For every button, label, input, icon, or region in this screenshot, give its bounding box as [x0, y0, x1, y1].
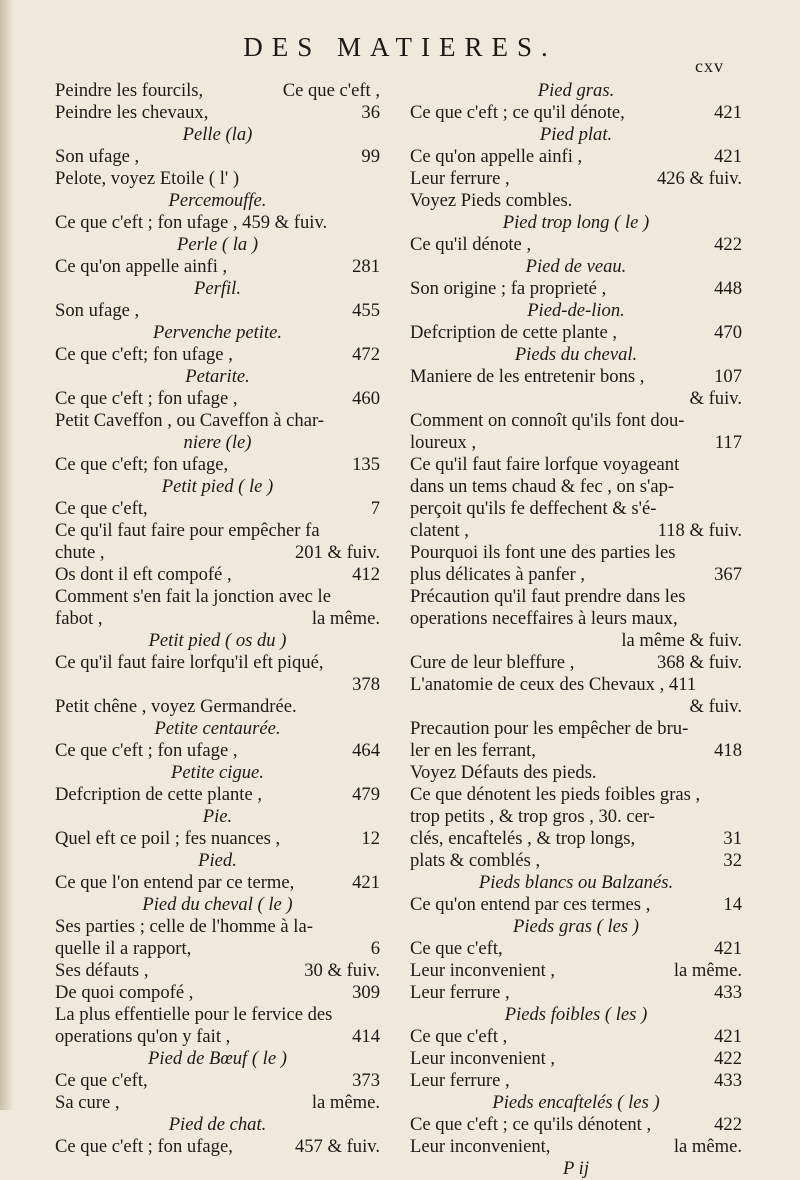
index-entry-line	[410, 278, 742, 300]
index-entry-line	[410, 1070, 742, 1092]
index-page-ref: la même.	[311, 608, 380, 629]
index-entry-text: Cure de leur bleffure ,	[410, 652, 575, 673]
index-entry-text: Ce qu'il dénote ,	[410, 234, 532, 255]
index-page-ref: 14	[723, 894, 742, 915]
index-heading: Pieds gras ( les )	[512, 916, 639, 937]
index-entry-line	[55, 432, 380, 454]
index-entry-text: Maniere de les entretenir bons ,	[410, 366, 645, 387]
index-entry-line	[410, 344, 742, 366]
index-entry-line	[55, 366, 380, 388]
index-heading: Pervenche petite.	[152, 322, 283, 343]
index-page-ref: 6	[370, 938, 380, 959]
index-entry-line	[55, 234, 380, 256]
index-entry-line	[55, 608, 380, 630]
index-entry-text: Ce qu'on entend par ces termes ,	[410, 894, 651, 915]
index-entry-text: Precaution pour les empêcher de bru-	[410, 718, 689, 739]
index-heading: Petit pied ( os du )	[148, 630, 287, 651]
index-entry-line	[410, 124, 742, 146]
index-entry-text: Ce que c'eft ; ce qu'ils dénotent ,	[410, 1114, 652, 1135]
index-entry-text: Ce que c'eft; fon ufage,	[55, 454, 229, 475]
index-heading: Pied de chat.	[168, 1114, 267, 1135]
index-entry-line	[410, 740, 742, 762]
index-heading: Perle ( la )	[176, 234, 259, 255]
index-entry-line	[410, 410, 742, 432]
index-entry-line	[55, 850, 380, 872]
index-entry-line	[410, 234, 742, 256]
index-heading: Pieds blancs ou Balzanés.	[478, 872, 674, 893]
index-entry-text: L'anatomie de ceux des Chevaux , 411	[410, 674, 697, 695]
index-page-ref: 460	[352, 388, 380, 409]
index-entry-text: operations qu'on y fait ,	[55, 1026, 231, 1047]
index-entry-text: Leur ferrure ,	[410, 982, 510, 1003]
index-entry-line	[55, 1136, 380, 1158]
index-entry-line	[410, 608, 742, 630]
index-entry-line	[55, 652, 380, 674]
index-entry-line	[55, 762, 380, 784]
index-entry-line	[55, 718, 380, 740]
index-entry-line	[410, 762, 742, 784]
index-entry-text: De quoi compofé ,	[55, 982, 194, 1003]
index-entry-text: loureux ,	[410, 432, 477, 453]
index-entry-text: plus délicates à panfer ,	[410, 564, 586, 585]
index-page-ref: 457 & fuiv.	[294, 1136, 380, 1157]
index-entry-line	[410, 322, 742, 344]
index-page-ref: 414	[352, 1026, 380, 1047]
index-entry-text: Son ufage ,	[55, 300, 140, 321]
index-entry-line	[55, 278, 380, 300]
index-entry-trail: Ce que c'eft ,	[282, 80, 380, 101]
index-page-ref: & fuiv.	[689, 388, 742, 409]
index-page-ref: 368 & fuiv.	[656, 652, 742, 673]
binding-shadow	[0, 0, 14, 1110]
index-page-ref: 422	[714, 1114, 742, 1135]
index-entry-line	[55, 80, 380, 102]
index-entry-line	[55, 542, 380, 564]
index-page-ref: 373	[352, 1070, 380, 1091]
index-entry-line	[410, 300, 742, 322]
index-entry-line	[410, 388, 742, 410]
index-heading: Pied de veau.	[525, 256, 627, 277]
index-entry-text: Petit Caveffon , ou Caveffon à char-	[55, 410, 324, 431]
index-entry-line	[410, 586, 742, 608]
index-page-ref: 309	[352, 982, 380, 1003]
index-entry-text: Précaution qu'il faut prendre dans les	[410, 586, 686, 607]
index-entry-line	[410, 476, 742, 498]
index-entry-text: ler en les ferrant,	[410, 740, 536, 761]
index-entry-line	[55, 344, 380, 366]
index-page-ref: 117	[714, 432, 742, 453]
index-entry-line	[410, 630, 742, 652]
index-entry-text: Leur inconvenient,	[410, 1136, 551, 1157]
index-page-ref: 421	[714, 1026, 742, 1047]
index-entry-line	[410, 1092, 742, 1114]
index-heading: Pied de Bœuf ( le )	[148, 1048, 287, 1069]
index-entry-line	[55, 520, 380, 542]
index-column-left	[55, 80, 380, 1158]
index-page-ref: 412	[352, 564, 380, 585]
index-entry-text: Ce qu'il faut faire lorfqu'il eft piqué,	[55, 652, 324, 673]
index-entry-line	[55, 1004, 380, 1026]
index-entry-line	[55, 960, 380, 982]
index-entry-line	[55, 740, 380, 762]
index-entry-text: Defcription de cette plante ,	[410, 322, 618, 343]
index-heading: Pieds encaftelés ( les )	[492, 1092, 660, 1113]
index-entry-line	[55, 454, 380, 476]
index-page-ref: 433	[714, 982, 742, 1003]
index-heading: Pie.	[202, 806, 233, 827]
index-heading: Perfil.	[194, 278, 241, 299]
index-entry-text: Peindre les fourcils,	[55, 80, 204, 101]
index-entry-line	[55, 168, 380, 190]
index-heading: Petit pied ( le )	[161, 476, 274, 497]
index-entry-line	[55, 674, 380, 696]
index-entry-text: Ce que c'eft ; fon ufage , 459 & fuiv.	[55, 212, 328, 233]
index-entry-text: clés, encaftelés , & trop longs,	[410, 828, 636, 849]
index-entry-text: Ce que l'on entend par ce terme,	[55, 872, 295, 893]
index-page-ref: 455	[352, 300, 380, 321]
index-entry-line	[410, 938, 742, 960]
index-entry-line	[55, 564, 380, 586]
index-entry-text: La plus effentielle pour le fervice des	[55, 1004, 333, 1025]
index-entry-text: Ce qu'il faut faire pour empêcher fa	[55, 520, 320, 541]
index-entry-text: Ce que c'eft ; fon ufage ,	[55, 388, 238, 409]
index-entry-line	[410, 1048, 742, 1070]
index-entry-text: Pourquoi ils font une des parties les	[410, 542, 676, 563]
index-entry-text: operations neceffaires à leurs maux,	[410, 608, 678, 629]
index-entry-line	[410, 784, 742, 806]
index-entry-line	[55, 872, 380, 894]
index-entry-line	[55, 894, 380, 916]
index-entry-line	[55, 1092, 380, 1114]
index-page-ref: 32	[723, 850, 742, 871]
index-entry-line	[410, 1158, 742, 1180]
index-entry-line	[410, 652, 742, 674]
index-entry-line	[410, 366, 742, 388]
index-page-ref: 7	[370, 498, 380, 519]
index-entry-line	[55, 322, 380, 344]
index-entry-line	[410, 916, 742, 938]
index-entry-line	[410, 1136, 742, 1158]
index-entry-text: fabot ,	[55, 608, 103, 629]
index-entry-text: Leur ferrure ,	[410, 1070, 510, 1091]
index-page-ref: 12	[361, 828, 380, 849]
index-page-ref: 421	[714, 102, 742, 123]
index-entry-text: Ce que c'eft ; fon ufage,	[55, 1136, 233, 1157]
index-entry-text: Ce que c'eft ; fon ufage ,	[55, 740, 238, 761]
index-entry-text: Quel eft ce poil ; fes nuances ,	[55, 828, 281, 849]
index-entry-text: Ce que c'eft ; ce qu'il dénote,	[410, 102, 625, 123]
index-entry-text: Peindre les chevaux,	[55, 102, 209, 123]
index-entry-text: Leur inconvenient ,	[410, 1048, 556, 1069]
index-entry-line	[410, 168, 742, 190]
index-page-ref: 422	[714, 1048, 742, 1069]
index-entry-text: chute ,	[55, 542, 105, 563]
index-entry-line	[410, 718, 742, 740]
index-entry-line	[55, 190, 380, 212]
index-heading: P ij	[562, 1158, 589, 1179]
index-page-ref: 422	[714, 234, 742, 255]
index-entry-line	[55, 696, 380, 718]
index-page-ref: 36	[361, 102, 380, 123]
index-entry-text: Comment s'en fait la jonction avec le	[55, 586, 331, 607]
index-page-ref: 421	[352, 872, 380, 893]
index-entry-line	[410, 674, 742, 696]
index-page-ref: 30 & fuiv.	[304, 960, 380, 981]
page-folio: cxv	[695, 56, 724, 76]
index-entry-line	[410, 960, 742, 982]
index-entry-line	[55, 630, 380, 652]
index-entry-line	[55, 300, 380, 322]
index-entry-line	[55, 586, 380, 608]
index-entry-line	[55, 1114, 380, 1136]
index-entry-line	[410, 872, 742, 894]
index-page-ref: 426 & fuiv.	[656, 168, 742, 189]
index-entry-text: Son ufage ,	[55, 146, 140, 167]
index-entry-text: Ce que c'eft; fon ufage ,	[55, 344, 233, 365]
index-entry-line	[55, 388, 380, 410]
index-heading: Pieds du cheval.	[514, 344, 638, 365]
index-entry-text: Ses parties ; celle de l'homme à la-	[55, 916, 313, 937]
index-page-ref: 107	[714, 366, 742, 387]
index-page-ref: 418	[714, 740, 742, 761]
index-entry-line	[55, 916, 380, 938]
index-entry-line	[55, 828, 380, 850]
index-page-ref: 99	[361, 146, 380, 167]
index-entry-line	[55, 256, 380, 278]
index-page-ref: 464	[352, 740, 380, 761]
index-entry-line	[410, 520, 742, 542]
index-heading: Pied plat.	[539, 124, 613, 145]
index-entry-line	[55, 1048, 380, 1070]
index-heading: Pied trop long ( le )	[502, 212, 650, 233]
index-entry-text: Leur inconvenient ,	[410, 960, 556, 981]
index-entry-line	[55, 784, 380, 806]
index-entry-line	[410, 982, 742, 1004]
index-page-ref: 118 & fuiv.	[657, 520, 742, 541]
index-entry-text: Ses défauts ,	[55, 960, 149, 981]
index-entry-line	[410, 146, 742, 168]
index-entry-text: Sa cure ,	[55, 1092, 120, 1113]
index-page-ref: 479	[352, 784, 380, 805]
index-entry-line	[55, 102, 380, 124]
index-page-ref: 31	[723, 828, 742, 849]
index-entry-text: quelle il a rapport,	[55, 938, 192, 959]
index-entry-line	[410, 190, 742, 212]
index-page-ref: la même & fuiv.	[621, 630, 742, 651]
index-entry-line	[410, 828, 742, 850]
index-entry-line	[55, 476, 380, 498]
index-entry-text: clatent ,	[410, 520, 469, 541]
index-heading: Percemouffe.	[168, 190, 267, 211]
index-entry-text: Pelote, voyez Etoile ( l' )	[55, 168, 240, 189]
index-page-ref: 421	[714, 146, 742, 167]
index-entry-line	[55, 806, 380, 828]
index-entry-line	[55, 1026, 380, 1048]
index-heading: Pied-de-lion.	[527, 300, 625, 321]
index-entry-text: Ce que c'eft,	[55, 1070, 148, 1091]
index-entry-text: Ce que dénotent les pieds foibles gras ,	[410, 784, 701, 805]
index-entry-text: Defcription de cette plante ,	[55, 784, 263, 805]
index-entry-line	[410, 850, 742, 872]
index-page-ref: & fuiv.	[689, 696, 742, 717]
index-page-ref: 421	[714, 938, 742, 959]
index-entry-text: Voyez Défauts des pieds.	[410, 762, 597, 783]
index-page-ref: la même.	[673, 1136, 742, 1157]
index-entry-line	[410, 212, 742, 234]
page-header	[0, 10, 800, 76]
index-entry-line	[55, 124, 380, 146]
index-entry-line	[410, 1026, 742, 1048]
index-entry-line	[55, 1070, 380, 1092]
index-heading: niere (le)	[183, 432, 252, 453]
index-entry-text: Ce qu'il faut faire lorfque voyageant	[410, 454, 680, 475]
index-page-ref: 281	[352, 256, 380, 277]
index-page-ref: 470	[714, 322, 742, 343]
index-entry-line	[55, 410, 380, 432]
index-entry-line	[55, 212, 380, 234]
index-entry-line	[55, 146, 380, 168]
index-entry-text: Ce que c'eft ,	[410, 1026, 508, 1047]
index-entry-line	[410, 1114, 742, 1136]
index-heading: Pelle (la)	[182, 124, 253, 145]
index-entry-line	[55, 498, 380, 520]
index-page-ref: 472	[352, 344, 380, 365]
index-heading: Petarite.	[185, 366, 250, 387]
index-page-ref: 448	[714, 278, 742, 299]
index-entry-line	[410, 806, 742, 828]
index-entry-line	[410, 102, 742, 124]
index-entry-text: Ce que c'eft,	[55, 498, 148, 519]
index-entry-text: Os dont il eft compofé ,	[55, 564, 232, 585]
index-entry-text: trop petits , & trop gros , 30. cer-	[410, 806, 655, 827]
index-entry-line	[55, 938, 380, 960]
index-entry-text: Petit chêne , voyez Germandrée.	[55, 696, 297, 717]
index-page-ref: 135	[352, 454, 380, 475]
index-entry-line	[410, 498, 742, 520]
index-entry-text: Leur ferrure ,	[410, 168, 510, 189]
index-entry-line	[410, 1004, 742, 1026]
index-page-ref: 433	[714, 1070, 742, 1091]
index-entry-line	[410, 80, 742, 102]
index-heading: Pied gras.	[537, 80, 615, 101]
index-entry-text: dans un tems chaud & fec , on s'ap-	[410, 476, 675, 497]
index-entry-text: plats & comblés ,	[410, 850, 541, 871]
index-heading: Pied.	[198, 850, 237, 871]
index-entry-line	[410, 564, 742, 586]
index-page-ref: la même.	[311, 1092, 380, 1113]
index-page-ref: 201 & fuiv.	[294, 542, 380, 563]
running-title: DES MATIERES.	[243, 32, 557, 62]
index-entry-line	[410, 432, 742, 454]
index-page-ref: la même.	[673, 960, 742, 981]
index-entry-line	[410, 256, 742, 278]
index-entry-text: Ce qu'on appelle ainfi ,	[55, 256, 228, 277]
index-entry-line	[410, 894, 742, 916]
index-heading: Pied du cheval ( le )	[142, 894, 293, 915]
index-heading: Petite cigue.	[171, 762, 264, 783]
index-entry-text: Son origine ; fa proprieté ,	[410, 278, 607, 299]
index-entry-text: Comment on connoît qu'ils font dou-	[410, 410, 685, 431]
index-page-ref: 378	[352, 674, 380, 695]
index-entry-text: Ce qu'on appelle ainfi ,	[410, 146, 583, 167]
index-entry-line	[410, 696, 742, 718]
index-entry-text: perçoit qu'ils fe deffechent & s'é-	[410, 498, 657, 519]
index-entry-line	[410, 542, 742, 564]
index-heading: Pieds foibles ( les )	[504, 1004, 648, 1025]
index-entry-text: Ce que c'eft,	[410, 938, 503, 959]
index-entry-text: Voyez Pieds combles.	[410, 190, 573, 211]
index-column-right	[410, 80, 742, 1180]
index-page-ref: 367	[714, 564, 742, 585]
index-entry-line	[410, 454, 742, 476]
index-entry-line	[55, 982, 380, 1004]
index-heading: Petite centaurée.	[154, 718, 281, 739]
